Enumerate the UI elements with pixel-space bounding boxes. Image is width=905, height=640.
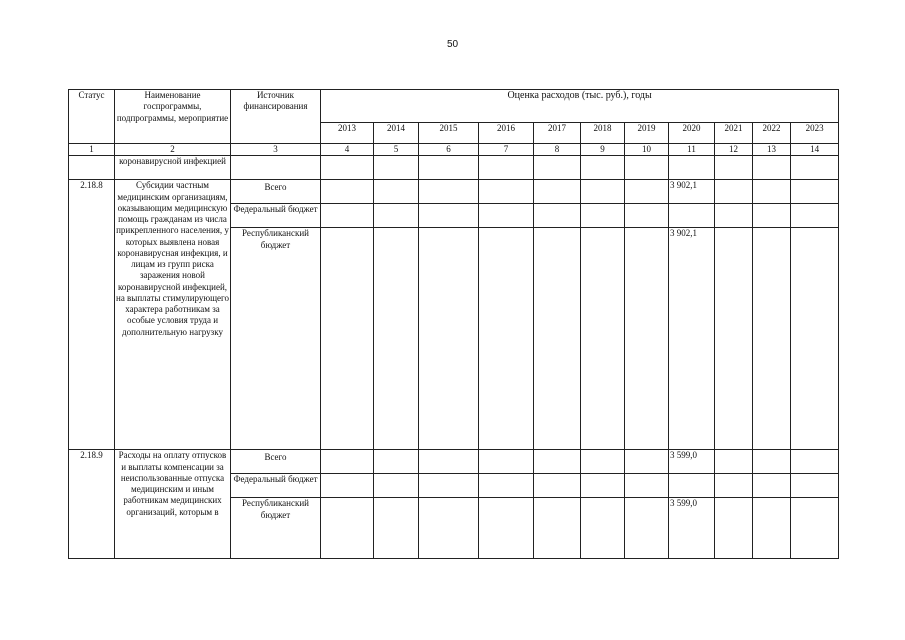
value-2020: 3 902,1 xyxy=(669,228,715,450)
column-number: 1 xyxy=(69,144,115,156)
column-number: 2 xyxy=(115,144,231,156)
source-label: Республиканский бюджет xyxy=(231,228,321,450)
row-status: 2.18.8 xyxy=(69,180,115,450)
row-name: Субсидии частным медицинским организациям, оказывающим медицинскую помощь гражданам из числа прикрепленного населения, у которых выявлена новая коронавирусная инфекция, и лицам из групп риска заражения новой коронавирусной инфекцией, на выплаты стимулирующего характера работникам за особые условия труда и дополнительную нагрузку xyxy=(115,180,231,450)
source-label: Всего xyxy=(231,450,321,474)
source-label: Федеральный бюджет xyxy=(231,474,321,498)
header-row xyxy=(69,90,839,123)
value-2020: 3 599,0 xyxy=(669,450,715,474)
column-number: 8 xyxy=(534,144,581,156)
row-name: Расходы на оплату отпусков и выплаты компенсации за неиспользованные отпуска медицинским и иным работникам медицинских организаций, которым в xyxy=(115,450,231,559)
column-number: 3 xyxy=(231,144,321,156)
header-estimate: Оценка расходов (тыс. руб.), годы xyxy=(321,90,839,123)
source-label: Федеральный бюджет xyxy=(231,204,321,228)
value-2020 xyxy=(669,204,715,228)
source-label: Республиканский бюджет xyxy=(231,498,321,559)
column-number: 11 xyxy=(669,144,715,156)
year-header: 2016 xyxy=(479,123,534,144)
column-number: 13 xyxy=(753,144,791,156)
column-number: 6 xyxy=(419,144,479,156)
header-status: Статус xyxy=(69,90,115,144)
column-number-row xyxy=(69,144,839,156)
source-label: Всего xyxy=(231,180,321,204)
header-source: Источник финансирования xyxy=(231,90,321,144)
year-header: 2018 xyxy=(581,123,625,144)
year-header: 2017 xyxy=(534,123,581,144)
year-header: 2022 xyxy=(753,123,791,144)
header-name: Наименование госпрограммы, подпрограммы, мероприятие xyxy=(115,90,231,144)
value-2020 xyxy=(669,474,715,498)
budget-table xyxy=(68,89,839,559)
column-number: 4 xyxy=(321,144,374,156)
column-number: 5 xyxy=(374,144,419,156)
column-number: 10 xyxy=(625,144,669,156)
continuation-name: коронавирусной инфекцией xyxy=(115,156,231,180)
year-header: 2023 xyxy=(791,123,839,144)
value-2020: 3 902,1 xyxy=(669,180,715,204)
table-row xyxy=(69,450,839,474)
column-number: 7 xyxy=(479,144,534,156)
year-header: 2020 xyxy=(669,123,715,144)
row-status: 2.18.9 xyxy=(69,450,115,559)
column-number: 12 xyxy=(715,144,753,156)
year-header: 2013 xyxy=(321,123,374,144)
year-header: 2019 xyxy=(625,123,669,144)
value-2020: 3 599,0 xyxy=(669,498,715,559)
table-row xyxy=(69,180,839,204)
year-header: 2014 xyxy=(374,123,419,144)
column-number: 14 xyxy=(791,144,839,156)
year-header: 2015 xyxy=(419,123,479,144)
continuation-row xyxy=(69,156,839,180)
page-number: 50 xyxy=(446,39,459,50)
column-number: 9 xyxy=(581,144,625,156)
year-header: 2021 xyxy=(715,123,753,144)
